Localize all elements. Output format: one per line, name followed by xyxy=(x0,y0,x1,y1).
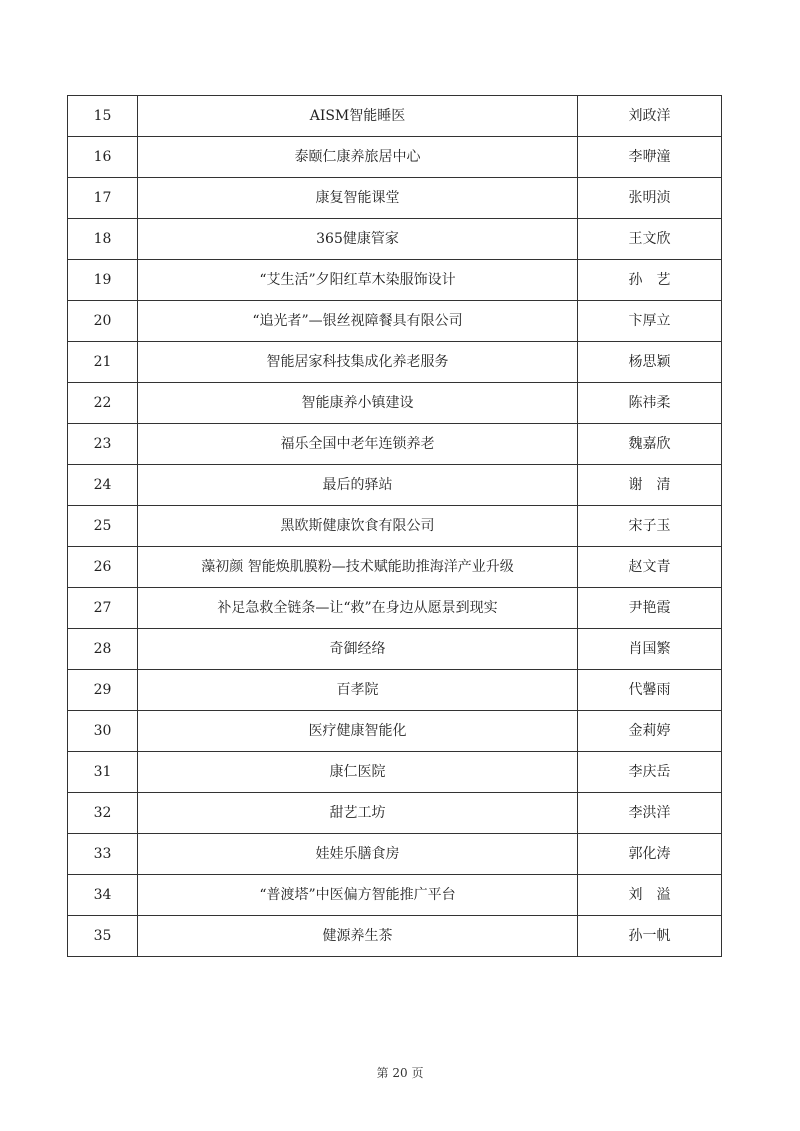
row-number: 15 xyxy=(68,96,138,137)
table-row xyxy=(68,96,722,137)
project-name: 最后的驿站 xyxy=(138,465,578,506)
leader-name: 王文欣 xyxy=(578,219,722,260)
leader-name: 肖国繁 xyxy=(578,629,722,670)
project-name: 百孝院 xyxy=(138,670,578,711)
table-row xyxy=(68,465,722,506)
row-number: 25 xyxy=(68,506,138,547)
leader-name: 孙 艺 xyxy=(578,260,722,301)
row-number: 20 xyxy=(68,301,138,342)
table-row xyxy=(68,178,722,219)
row-number: 19 xyxy=(68,260,138,301)
table-row xyxy=(68,547,722,588)
row-number: 35 xyxy=(68,916,138,957)
row-number: 16 xyxy=(68,137,138,178)
row-number: 27 xyxy=(68,588,138,629)
table-row xyxy=(68,424,722,465)
leader-name: 刘政洋 xyxy=(578,96,722,137)
row-number: 29 xyxy=(68,670,138,711)
project-table xyxy=(67,95,722,957)
table-row xyxy=(68,260,722,301)
project-name: 奇御经络 xyxy=(138,629,578,670)
leader-name: 杨思颖 xyxy=(578,342,722,383)
project-name: 泰颐仁康养旅居中心 xyxy=(138,137,578,178)
row-number: 34 xyxy=(68,875,138,916)
table-row xyxy=(68,916,722,957)
leader-name: 宋子玉 xyxy=(578,506,722,547)
leader-name: 代馨雨 xyxy=(578,670,722,711)
table-row xyxy=(68,793,722,834)
table-row xyxy=(68,588,722,629)
row-number: 30 xyxy=(68,711,138,752)
row-number: 17 xyxy=(68,178,138,219)
leader-name: 郭化涛 xyxy=(578,834,722,875)
project-name: “普渡塔”中医偏方智能推广平台 xyxy=(138,875,578,916)
project-name: 智能居家科技集成化养老服务 xyxy=(138,342,578,383)
project-name: 福乐全国中老年连锁养老 xyxy=(138,424,578,465)
leader-name: 李洪洋 xyxy=(578,793,722,834)
row-number: 33 xyxy=(68,834,138,875)
table-row xyxy=(68,301,722,342)
table-row xyxy=(68,629,722,670)
leader-name: 金莉婷 xyxy=(578,711,722,752)
page-number: 第 20 页 xyxy=(376,1066,424,1080)
project-name: 智能康养小镇建设 xyxy=(138,383,578,424)
leader-name: 孙一帆 xyxy=(578,916,722,957)
leader-name: 尹艳霞 xyxy=(578,588,722,629)
table-row xyxy=(68,834,722,875)
row-number: 21 xyxy=(68,342,138,383)
project-table-body xyxy=(68,96,722,957)
project-name: 藻初颜 智能焕肌膜粉—技术赋能助推海洋产业升级 xyxy=(138,547,578,588)
leader-name: 谢 清 xyxy=(578,465,722,506)
leader-name: 张明浈 xyxy=(578,178,722,219)
project-name: AISM智能睡医 xyxy=(138,96,578,137)
project-name: “艾生活”夕阳红草木染服饰设计 xyxy=(138,260,578,301)
project-name: 补足急救全链条—让“救”在身边从愿景到现实 xyxy=(138,588,578,629)
row-number: 23 xyxy=(68,424,138,465)
leader-name: 卞厚立 xyxy=(578,301,722,342)
project-name: 康复智能课堂 xyxy=(138,178,578,219)
row-number: 26 xyxy=(68,547,138,588)
project-name: 甜艺工坊 xyxy=(138,793,578,834)
table-row xyxy=(68,137,722,178)
row-number: 18 xyxy=(68,219,138,260)
table-row xyxy=(68,875,722,916)
row-number: 28 xyxy=(68,629,138,670)
table-row xyxy=(68,670,722,711)
project-name: “追光者”—银丝视障餐具有限公司 xyxy=(138,301,578,342)
leader-name: 魏嘉欣 xyxy=(578,424,722,465)
project-name: 康仁医院 xyxy=(138,752,578,793)
row-number: 32 xyxy=(68,793,138,834)
project-name: 娃娃乐膳食房 xyxy=(138,834,578,875)
row-number: 31 xyxy=(68,752,138,793)
leader-name: 李庆岳 xyxy=(578,752,722,793)
project-name: 健源养生茶 xyxy=(138,916,578,957)
project-name: 黑欧斯健康饮食有限公司 xyxy=(138,506,578,547)
leader-name: 刘 溢 xyxy=(578,875,722,916)
project-name: 365健康管家 xyxy=(138,219,578,260)
leader-name: 赵文青 xyxy=(578,547,722,588)
table-row xyxy=(68,506,722,547)
row-number: 24 xyxy=(68,465,138,506)
project-name: 医疗健康智能化 xyxy=(138,711,578,752)
leader-name: 陈祎柔 xyxy=(578,383,722,424)
table-row xyxy=(68,711,722,752)
table-row xyxy=(68,219,722,260)
table-row xyxy=(68,383,722,424)
table-row xyxy=(68,752,722,793)
row-number: 22 xyxy=(68,383,138,424)
table-row xyxy=(68,342,722,383)
leader-name: 李咿潼 xyxy=(578,137,722,178)
